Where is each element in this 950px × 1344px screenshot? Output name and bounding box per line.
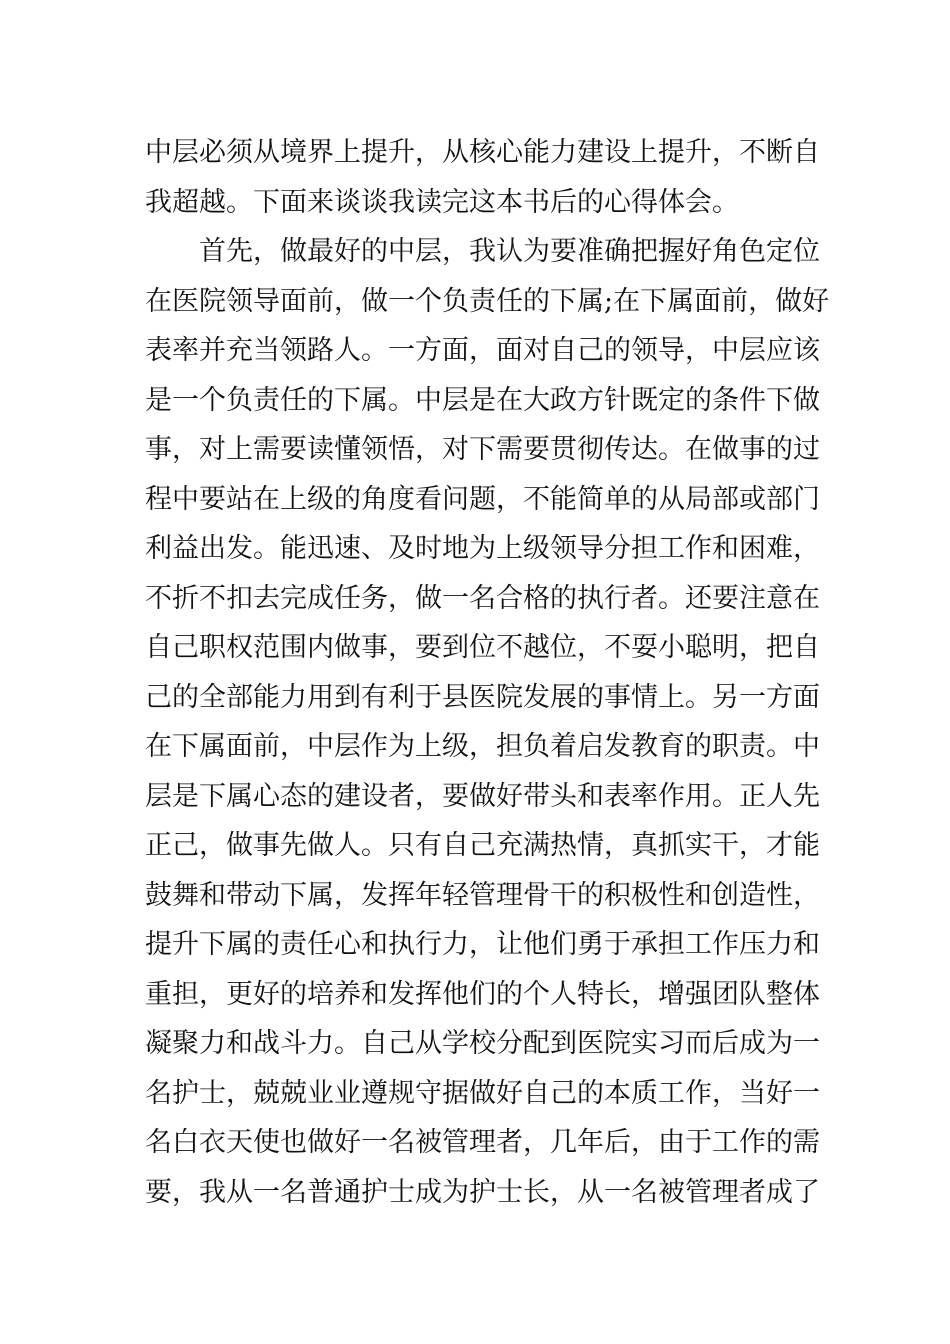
text-line: 首先，做最好的中层，我认为要准确把握好角色定位 [199, 236, 820, 267]
text-line: 重担，更好的培养和发挥他们的个人特长，增强团队整体 [145, 978, 820, 1010]
text-line: 名护士，兢兢业业遵规守据做好自己的本质工作，当好一 [145, 1077, 820, 1109]
text-line: 层是下属心态的建设者，要做好带头和表率作用。正人先 [145, 780, 820, 812]
text-line: 名白衣天使也做好一名被管理者，几年后，由于工作的需 [145, 1127, 820, 1158]
text-line: 表率并充当领路人。一方面，面对自己的领导，中层应该 [145, 335, 820, 366]
text-line: 利益出发。能迅速、及时地为上级领导分担工作和困难， [145, 533, 820, 564]
text-line: 在下属面前，中层作为上级，担负着启发教育的职责。中 [145, 731, 820, 762]
text-line: 鼓舞和带动下属，发挥年轻管理骨干的积极性和创造性， [145, 879, 820, 911]
text-line: 是一个负责任的下属。中层是在大政方针既定的条件下做 [145, 384, 820, 416]
text-line: 正己，做事先做人。只有自己充满热情，真抓实干，才能 [145, 830, 820, 861]
body-text [145, 128, 830, 1217]
text-line: 要，我从一名普通护士成为护士长，从一名被管理者成了 [145, 1176, 820, 1208]
text-line: 程中要站在上级的角度看问题，不能简单的从局部或部门 [145, 483, 820, 515]
text-line: 中层必须从境界上提升，从核心能力建设上提升，不断自 [145, 137, 820, 168]
text-line: 提升下属的责任心和执行力，让他们勇于承担工作压力和 [145, 929, 820, 960]
text-line: 己的全部能力用到有利于县医院发展的事情上。另一方面 [145, 681, 820, 713]
text-line: 我超越。下面来谈谈我读完这本书后的心得体会。 [145, 186, 739, 218]
text-line: 自己职权范围内做事，要到位不越位，不耍小聪明，把自 [145, 632, 820, 663]
text-line: 不折不扣去完成任务，做一名合格的执行者。还要注意在 [145, 582, 820, 614]
text-line: 凝聚力和战斗力。自己从学校分配到医院实习而后成为一 [145, 1028, 820, 1059]
text-line: 事，对上需要读懂领悟，对下需要贯彻传达。在做事的过 [145, 434, 820, 465]
text-line: 在医院领导面前，做一个负责任的下属;在下属面前，做好 [145, 285, 830, 317]
